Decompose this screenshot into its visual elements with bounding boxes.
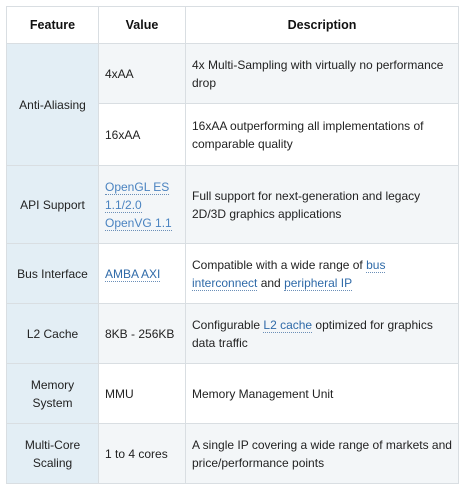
peripheral-ip-link[interactable]: peripheral IP — [284, 275, 353, 290]
table-row-l2-cache — [7, 304, 459, 364]
feature-bus-interface: Bus Interface — [7, 244, 99, 304]
feature-l2-cache: L2 Cache — [7, 304, 99, 364]
feature-api-support: API Support — [7, 166, 99, 244]
description-multi-core: A single IP covering a wide range of markets and price/performance points — [186, 424, 459, 484]
value-l2-cache: 8KB - 256KB — [99, 304, 186, 364]
l2-desc-post: optimized for graphics data traffic — [192, 317, 433, 350]
opengl-es-link[interactable]: OpenGL ES 1.1/2.0 — [105, 179, 170, 212]
header-description: Description — [186, 7, 459, 44]
header-value: Value — [99, 7, 186, 44]
description-memory-system: Memory Management Unit — [186, 364, 459, 424]
description-l2-cache — [186, 304, 459, 364]
header-feature: Feature — [7, 7, 99, 44]
value-16xaa: 16xAA — [99, 104, 186, 166]
feature-table-container — [6, 6, 458, 484]
table-row-memory-system — [7, 364, 459, 424]
feature-memory-system: Memory System — [7, 364, 99, 424]
value-api-support — [99, 166, 186, 244]
description-bus-interface — [186, 244, 459, 304]
table-row-multi-core — [7, 424, 459, 484]
value-bus-interface — [99, 244, 186, 304]
amba-axi-link[interactable]: AMBA AXI — [105, 266, 161, 281]
value-multi-core: 1 to 4 cores — [99, 424, 186, 484]
table-row-anti-aliasing-4xaa — [7, 44, 459, 104]
value-4xaa: 4xAA — [99, 44, 186, 104]
table-row-api-support — [7, 166, 459, 244]
feature-multi-core: Multi-Core Scaling — [7, 424, 99, 484]
description-4xaa: 4x Multi-Sampling with virtually no performance drop — [186, 44, 459, 104]
openvg-link[interactable]: OpenVG 1.1 — [105, 215, 172, 230]
bus-interconnect-link[interactable]: bus interconnect — [192, 257, 386, 290]
l2-cache-link[interactable]: L2 cache — [263, 317, 313, 332]
feature-anti-aliasing: Anti-Aliasing — [7, 44, 99, 166]
l2-desc-pre: Configurable — [192, 317, 264, 332]
bus-desc-pre: Compatible with a wide range of — [192, 257, 367, 272]
bus-desc-mid: and — [257, 275, 285, 290]
description-16xaa: 16xAA outperforming all implementations of comparable quality — [186, 104, 459, 166]
value-memory-system: MMU — [99, 364, 186, 424]
table-row-bus-interface — [7, 244, 459, 304]
header-row — [7, 7, 459, 44]
description-api-support: Full support for next-generation and legacy 2D/3D graphics applications — [186, 166, 459, 244]
feature-table — [6, 6, 459, 484]
